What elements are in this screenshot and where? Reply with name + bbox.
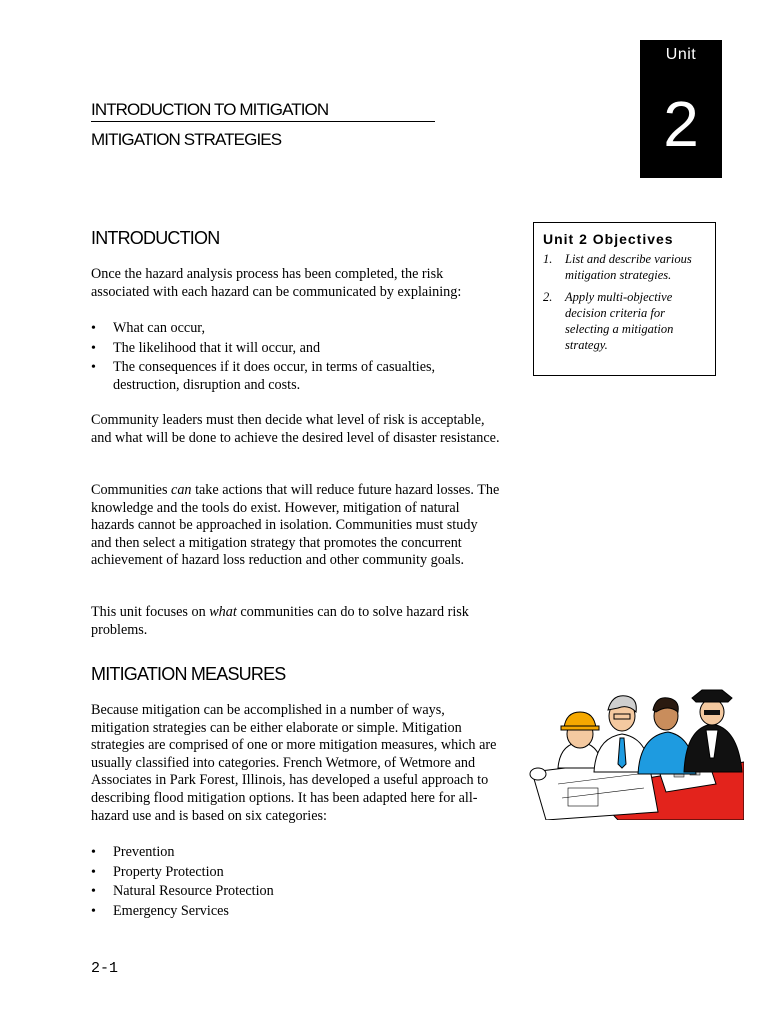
list-item: • The consequences if it does occur, in terms of casualties, destruction, disruption and costs. <box>91 359 491 394</box>
objective-item: 1. List and describe various mitigation strategies. <box>543 252 692 282</box>
intro-bullet-list <box>91 320 491 396</box>
list-item: • What can occur, <box>91 320 491 338</box>
title-line-2: MITIGATION STRATEGIES <box>91 130 282 149</box>
list-item: • Prevention <box>91 844 491 862</box>
introduction-heading: INTRODUCTION <box>91 228 220 248</box>
list-item: • Natural Resource Protection <box>91 883 491 901</box>
mitigation-paragraph-1: Because mitigation can be accomplished in a number of ways, mitigation strategies can be either elaborate or simple. Mitigation strategies are comprised of one or more mitigation measures, which are usually classified into categories. French Wetmore, of Wetmore and Associates in Park Forest, Illinois, has developed a useful approach to describing flood mitigation options. It has been adapted here for all-hazard use and is based on six categories: <box>91 702 497 824</box>
objectives-box <box>533 222 716 376</box>
objectives-title: Unit 2 Objectives <box>543 231 674 247</box>
intro-paragraph-1: Once the hazard analysis process has been completed, the risk associated with each hazard can be communicated by explaining: <box>91 266 462 300</box>
unit-badge <box>640 40 722 178</box>
mitigation-bullet-list <box>91 844 491 922</box>
document-title <box>91 100 435 150</box>
list-item: • Emergency Services <box>91 903 491 921</box>
intro-paragraph-2: Community leaders must then decide what level of risk is acceptable, and what will be done to achieve the desired level of disaster resistance. <box>91 412 500 446</box>
emphasis-what: what <box>209 604 237 620</box>
unit-label: Unit <box>665 46 697 63</box>
intro-paragraph-3: Communities can take actions that will reduce future hazard losses. The knowledge and the tools do exist. However, mitigation of natural hazards cannot be approached in isolation. Communities must study and then select a mitigation strategy that promotes the concurrent achievement of hazard loss reduction and other community goals. <box>91 482 500 569</box>
page-number: 2-1 <box>91 960 119 977</box>
objectives-list <box>543 251 707 353</box>
intro-paragraph-4: This unit focuses on what communities can do to solve hazard risk problems. <box>91 604 469 638</box>
planners-illustration <box>528 688 744 820</box>
title-line-1: INTRODUCTION TO MITIGATION <box>91 100 435 122</box>
list-item: • The likelihood that it will occur, and <box>91 340 491 358</box>
unit-number: 2 <box>663 88 699 160</box>
list-item: • Property Protection <box>91 864 491 882</box>
emphasis-can: can <box>171 482 192 498</box>
objective-item: 2. Apply multi-objective decision criteria for selecting a mitigation strategy. <box>543 290 674 352</box>
mitigation-measures-heading: MITIGATION MEASURES <box>91 664 286 684</box>
